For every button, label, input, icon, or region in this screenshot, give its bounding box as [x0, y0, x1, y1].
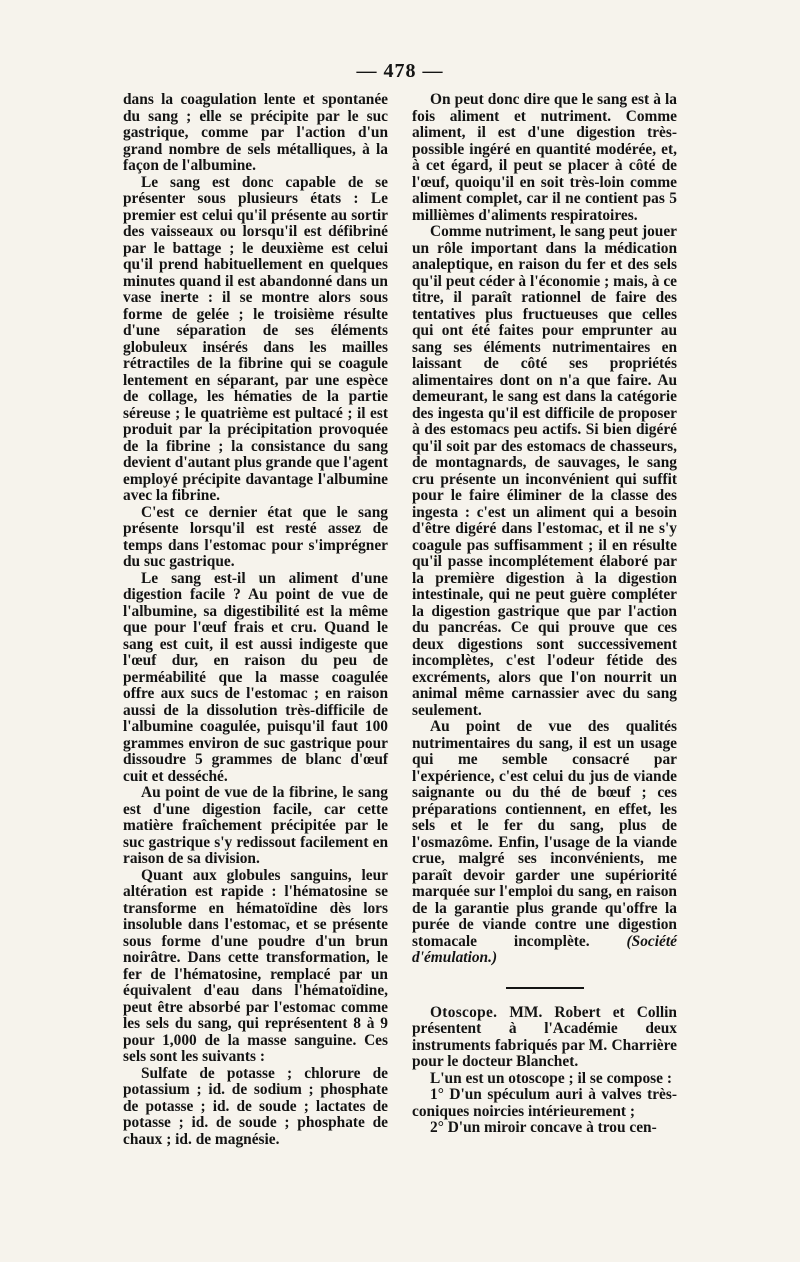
left-paragraph: dans la coagulation lente et spontanée du sang ; elle se précipite par le suc gastrique, comme par l'action d'un grand nombre de sels métalliques, à la façon de l'albumine. — [123, 91, 388, 174]
otoscope-line: L'un est un otoscope ; il se compose : — [430, 1069, 672, 1087]
otoscope-item: 2° D'un miroir concave à trou cen- — [430, 1119, 657, 1136]
otoscope-intro-text: MM. Robert et Collin présentent à l'Académie deux instruments fabriqués par M. Charrière pour le docteur Blanchet. — [412, 1003, 677, 1070]
left-paragraph: Sulfate de potasse ; chlorure de potassium ; id. de sodium ; phosphate de potasse ; id. de soude ; lactates de potasse ; id. de soude ; phosphate de chaux ; id. de magnésie. — [123, 1064, 388, 1148]
section-divider — [506, 987, 584, 989]
left-paragraph: Le sang est donc capable de se présenter sous plusieurs états : Le premier est celui qu'il présente au sortir des vaisseaux ou lorsqu'il est défibriné par le battage ; le deuxième est celui qu'il prend habituellement en quelques minutes quand il est abandonné dans un vase inerte : il se montre alors sous forme de gelée ; le troisième résulte d'une séparation de ses éléments globuleux insérés dans les mailles rétractiles de la fibrine qui se coagule lentement en séparant, par une espèce de collage, les hématies de la partie séreuse ; le quatrième est pultacé ; il est produit par la précipitation provoquée de la fibrine ; la consistance du sang devient d'autant plus grande que l'agent employé précipite davantage l'albumine avec la fibrine. — [123, 173, 388, 504]
page-number: — 478 — — [356, 60, 444, 82]
section-heading: Otoscope. — [430, 1003, 498, 1021]
left-paragraph: Le sang est-il un aliment d'une digestion facile ? Au point de vue de l'albumine, sa digestibilité est la même que pour l'œuf frais et cru. Quand le sang est cuit, il est aussi indigeste que l'œuf dur, en raison du peu de perméabilité que la masse coagulée offre aux sucs de l'estomac ; en raison aussi de la dissolution très-difficile de l'albumine coagulée, puisqu'il faut 100 grammes environ de suc gastrique pour dissoudre 5 grammes de blanc d'œuf cuit et desséché. — [123, 569, 388, 785]
left-paragraph: C'est ce dernier état que le sang présente lorsqu'il est resté assez de temps dans l'estomac pour s'imprégner du suc gastrique. — [123, 503, 388, 570]
right-paragraph — [412, 719, 677, 967]
left-paragraph: Quant aux globules sanguins, leur altération est rapide : l'hématosine se transforme en hématoïdine dès lors insoluble dans l'estomac, et se présente sous forme d'une poudre d'un brun noirâtre. Dans cette transformation, le fer de l'hématosine, remplacé par un équivalent d'eau dans l'hématoïdine, peut être absorbé par l'estomac comme les sels du sang, qui représentent 8 à 9 pour 1,000 de la masse sanguine. Ces sels sont les suivants : — [123, 866, 388, 1065]
otoscope-intro — [412, 1005, 677, 1071]
source-citation: (Société d'émulation.) — [412, 932, 677, 966]
right-paragraph: On peut donc dire que le sang est à la fois aliment et nutriment. Comme aliment, il est d'une digestion très-possible ingéré en quantité modérée, et, à cet égard, il peut se placer à côté de l'œuf, quoiqu'il en soit très-loin comme aliment complet, car il ne contient pas 5 millièmes d'aliments respiratoires. — [412, 91, 677, 224]
right-paragraph: Comme nutriment, le sang peut jouer un rôle important dans la médication analeptique, en raison du fer et des sels qu'il peut céder à l'économie ; mais, à ce titre, il paraît rationnel de faire des tentatives plus fructueuses que celles qui ont été faites pour emprunter au sang ses éléments nutrimentaires en laissant de côté ses propriétés alimentaires dont on n'a que faire. Au demeurant, le sang est dans la catégorie des ingesta qu'il est difficile de proposer à des estomacs peu actifs. Si bien digéré qu'il soit par des estomacs de chasseurs, de montagnards, de sauvages, le sang cru présente un inconvénient qui suffit pour le faire éliminer de la classe des ingesta : c'est un aliment qui a besoin d'être digéré dans l'estomac, et il ne s'y coagule pas suffisamment ; il en résulte qu'il passe incomplétement élaboré par la première digestion à la digestion intestinale, qui ne peut guère compléter la digestion gastrique que par l'action du pancréas. Ce qui prouve que ces deux digestions sont successivement incomplètes, c'est l'odeur fétide des excréments, alors que l'on nourrit un animal même carnassier avec du sang seulement. — [412, 223, 677, 719]
right-paragraph-text: Au point de vue des qualités nutrimentaires du sang, il est un usage qui me semble consacré par l'expérience, c'est celui du jus de viande saignante ou du thé de bœuf ; ces préparations contiennent, en effet, les sels et le fer du sang, plus de l'osmazôme. Enfin, l'usage de la viande crue, malgré ses inconvénients, me paraît devoir garder une supériorité marquée sur l'emploi du sang, en raison de la garantie plus grande qu'offre la purée de viande contre une digestion stomacale incomplète. — [412, 718, 677, 950]
right-column — [412, 92, 677, 1137]
left-paragraph: Au point de vue de la fibrine, le sang est d'une digestion facile, car cette matière fraîchement précipitée par le suc gastrique s'y redissout facilement en raison de sa division. — [123, 784, 388, 867]
left-column — [123, 92, 388, 1148]
otoscope-item: 1° D'un spéculum auri à valves très-coniques noircies intérieurement ; — [412, 1086, 677, 1120]
